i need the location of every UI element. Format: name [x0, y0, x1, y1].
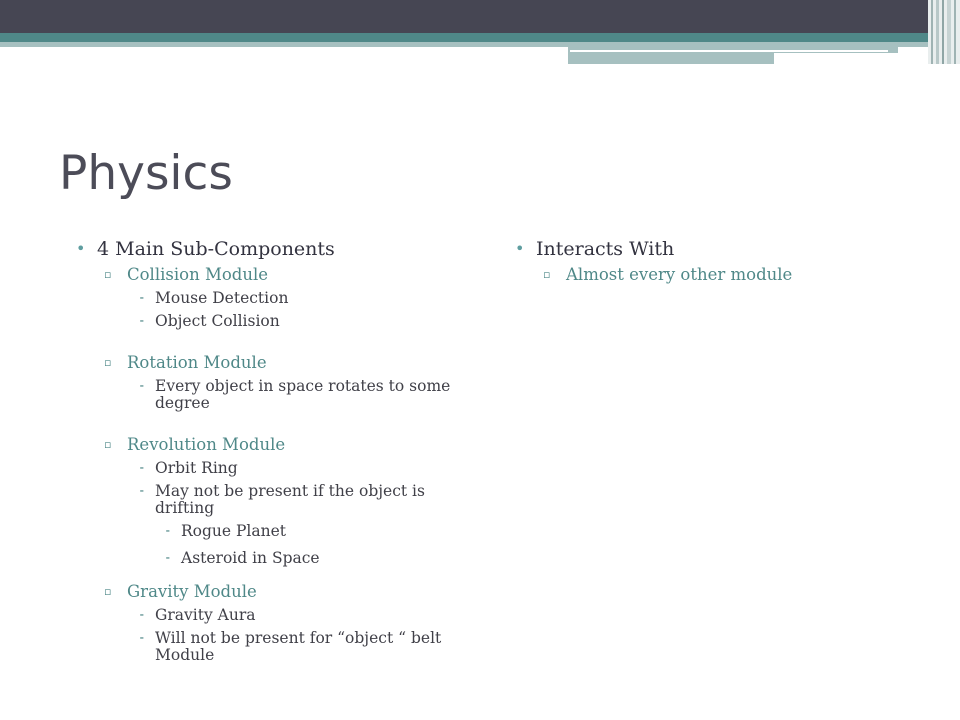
right-content — [515, 234, 935, 286]
square-bullet-icon: ▫ — [104, 268, 112, 281]
module-rotation — [76, 352, 486, 374]
diamond-bullet-icon: ⁃ — [139, 485, 145, 498]
slide-title: Physics — [59, 146, 233, 201]
list-item-text: Orbit Ring — [155, 459, 238, 477]
left-content — [76, 234, 486, 670]
diamond-bullet-icon: ⁃ — [139, 315, 145, 328]
diamond-bullet-icon: ⁃ — [165, 525, 171, 538]
list-subitem — [76, 523, 486, 540]
header-white-line — [570, 50, 888, 52]
list-subitem-text: Rogue Planet — [181, 522, 287, 540]
module-gravity — [76, 581, 486, 603]
list-subitem — [76, 550, 486, 567]
list-item — [76, 290, 486, 307]
module-label: Collision Module — [127, 265, 268, 284]
header-stripes-decoration — [928, 0, 960, 64]
square-bullet-icon: ▫ — [104, 585, 112, 598]
list-item-text: Every object in space rotates to some degree — [155, 377, 451, 412]
list-item — [76, 313, 486, 330]
list-item — [76, 378, 486, 412]
module-revolution — [76, 434, 486, 456]
module-label: Rotation Module — [127, 353, 267, 372]
list-item — [76, 483, 486, 517]
list-item-text: Mouse Detection — [155, 289, 289, 307]
module-label: Gravity Module — [127, 582, 257, 601]
left-heading-text: 4 Main Sub-Components — [97, 238, 335, 260]
module-label: Revolution Module — [127, 435, 286, 454]
diamond-bullet-icon: ⁃ — [139, 462, 145, 475]
list-item — [515, 264, 935, 286]
diamond-bullet-icon: ⁃ — [139, 380, 145, 393]
list-item — [76, 460, 486, 477]
list-item-text: May not be present if the object is drifting — [155, 482, 425, 517]
list-item-text: Will not be present for “object “ belt Module — [155, 629, 442, 664]
bullet-dot-icon: • — [76, 239, 86, 258]
header-bar — [0, 0, 960, 33]
list-item — [76, 607, 486, 624]
left-heading — [76, 234, 486, 264]
header-light-bar-3 — [568, 53, 774, 64]
list-item-text: Object Collision — [155, 312, 280, 330]
right-heading — [515, 234, 935, 264]
diamond-bullet-icon: ⁃ — [139, 292, 145, 305]
diamond-bullet-icon: ⁃ — [139, 632, 145, 645]
square-bullet-icon: ▫ — [104, 438, 112, 451]
module-collision — [76, 264, 486, 286]
square-bullet-icon: ▫ — [543, 268, 551, 281]
bullet-dot-icon: • — [515, 239, 525, 258]
square-bullet-icon: ▫ — [104, 356, 112, 369]
diamond-bullet-icon: ⁃ — [139, 609, 145, 622]
list-item — [76, 630, 486, 664]
right-heading-text: Interacts With — [536, 238, 675, 260]
header-accent-bar — [0, 33, 960, 42]
list-subitem-text: Asteroid in Space — [181, 549, 320, 567]
list-item-text: Almost every other module — [566, 265, 793, 284]
list-item-text: Gravity Aura — [155, 606, 256, 624]
diamond-bullet-icon: ⁃ — [165, 552, 171, 565]
